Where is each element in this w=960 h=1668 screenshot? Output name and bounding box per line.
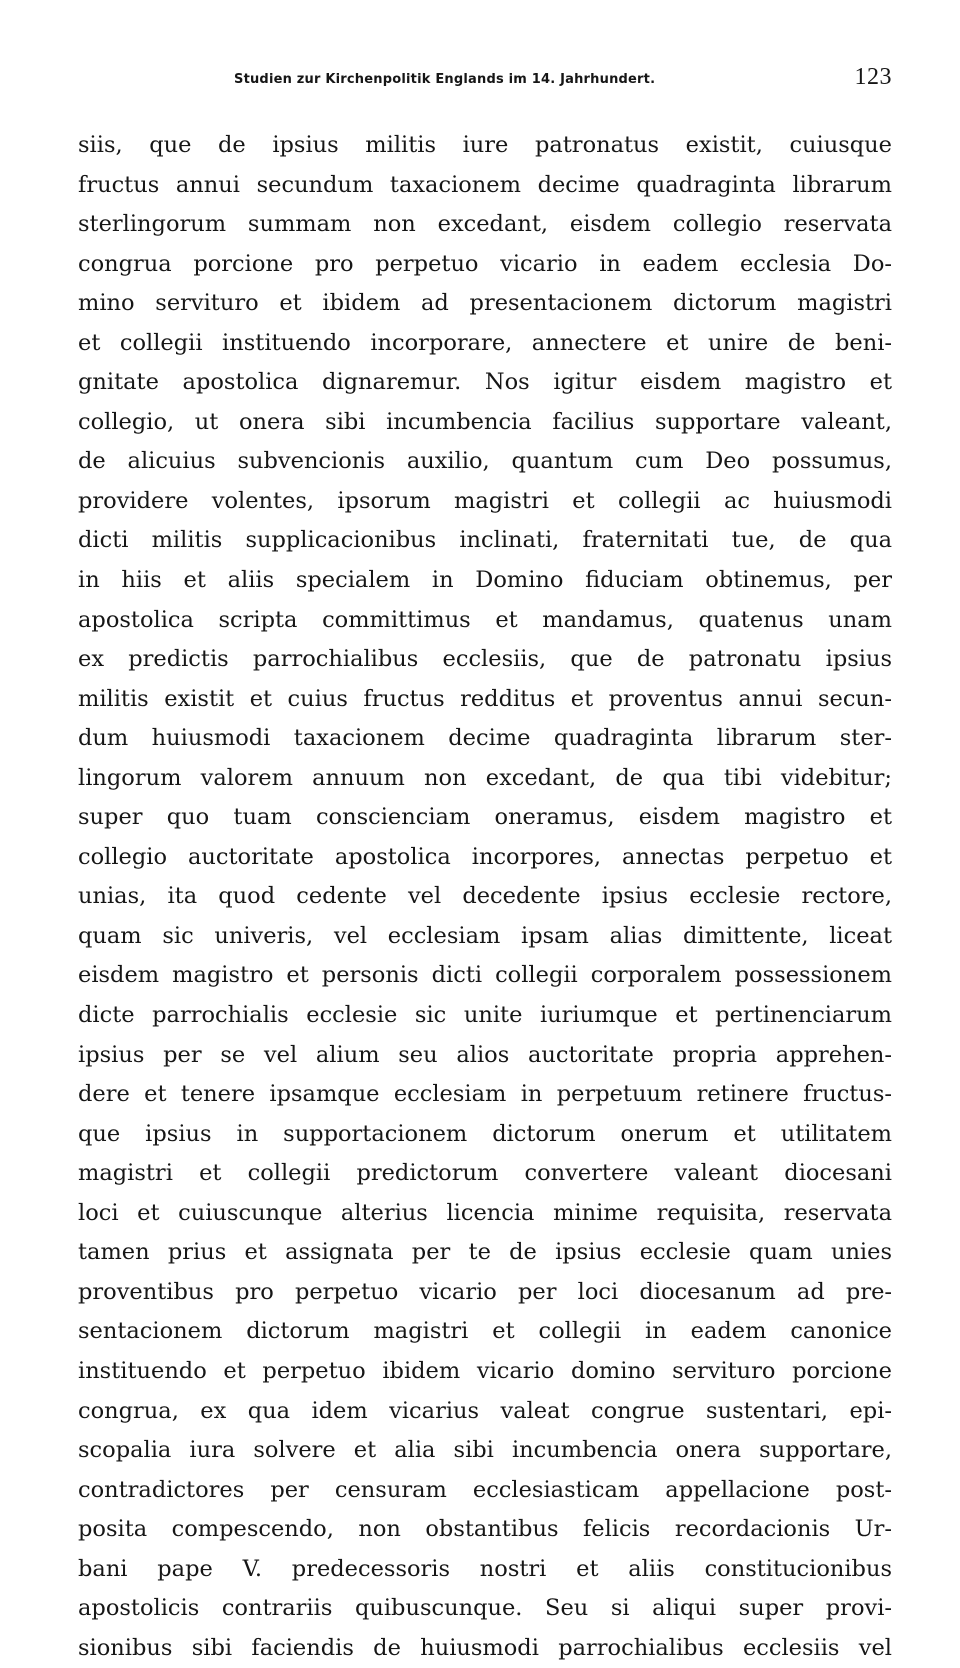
text-line: apostolicis contrariis quibuscunque. Seu si aliqui super provi-: [78, 1595, 892, 1622]
text-line: collegio, ut onera sibi incumbencia facilius supportare valeant,: [78, 408, 892, 435]
text-line: dum huiusmodi taxacionem decime quadraginta librarum ster-: [78, 725, 892, 752]
text-line: tamen prius et assignata per te de ipsius ecclesie quam unies: [78, 1239, 892, 1266]
page-number: 123: [854, 64, 892, 90]
text-line: gnitate apostolica dignaremur. Nos igitur eisdem magistro et: [78, 369, 892, 396]
text-line: sionibus sibi faciendis de huiusmodi parrochialibus ecclesiis vel: [78, 1634, 892, 1661]
text-line: lingorum valorem annuum non excedant, de qua tibi videbitur;: [78, 764, 892, 791]
text-line: loci et cuiuscunque alterius licencia minime requisita, reservata: [78, 1199, 892, 1226]
text-line: sentacionem dictorum magistri et collegii in eadem canonice: [78, 1318, 892, 1345]
running-head: [78, 64, 892, 100]
text-line: de alicuius subvencionis auxilio, quantum cum Deo possumus,: [78, 448, 892, 475]
text-line: siis, que de ipsius militis iure patronatus existit, cuiusque: [78, 132, 892, 158]
body-text: [78, 126, 892, 1668]
text-line: posita compescendo, non obstantibus felicis recordacionis Ur-: [78, 1516, 892, 1543]
text-line: bani pape V. predecessoris nostri et aliis constitucionibus: [78, 1555, 892, 1582]
text-line: congrua, ex qua idem vicarius valeat congrue sustentari, epi-: [78, 1397, 892, 1424]
text-line: ipsius per se vel alium seu alios auctoritate propria apprehen-: [78, 1041, 892, 1068]
text-line: sterlingorum summam non excedant, eisdem collegio reservata: [78, 211, 892, 238]
text-line: et collegii instituendo incorporare, annectere et unire de beni-: [78, 329, 892, 356]
text-line: apostolica scripta committimus et mandamus, quatenus unam: [78, 606, 892, 633]
text-line: dicti militis supplicacionibus inclinati, fraternitati tue, de qua: [78, 527, 892, 554]
text-line: instituendo et perpetuo ibidem vicario domino servituro porcione: [78, 1357, 892, 1384]
text-line: fructus annui secundum taxacionem decime quadraginta librarum: [78, 171, 892, 198]
text-line: militis existit et cuius fructus redditus et proventus annui secun-: [78, 685, 892, 712]
text-line: proventibus pro perpetuo vicario per loci diocesanum ad pre-: [78, 1278, 892, 1305]
text-line: que ipsius in supportacionem dictorum onerum et utilitatem: [78, 1120, 892, 1147]
text-line: congrua porcione pro perpetuo vicario in eadem ecclesia Do-: [78, 250, 892, 277]
running-title: Studien zur Kirchenpolitik Englands im 14. Jahrhundert.: [234, 72, 656, 87]
text-line: in hiis et aliis specialem in Domino fiduciam obtinemus, per: [78, 567, 892, 594]
text-line: magistri et collegii predictorum convertere valeant diocesani: [78, 1160, 892, 1187]
text-line: contradictores per censuram ecclesiasticam appellacione post-: [78, 1476, 892, 1503]
text-line: mino servituro et ibidem ad presentacionem dictorum magistri: [78, 290, 892, 317]
text-line: providere volentes, ipsorum magistri et collegii ac huiusmodi: [78, 487, 892, 514]
text-line: super quo tuam conscienciam oneramus, eisdem magistro et: [78, 804, 892, 831]
text-line: dere et tenere ipsamque ecclesiam in perpetuum retinere fructus-: [78, 1081, 892, 1108]
text-line: ex predictis parrochialibus ecclesiis, que de patronatu ipsius: [78, 646, 892, 673]
text-line: scopalia iura solvere et alia sibi incumbencia onera supportare,: [78, 1437, 892, 1464]
text-line: dicte parrochialis ecclesie sic unite iuriumque et pertinenciarum: [78, 1002, 892, 1029]
text-line: unias, ita quod cedente vel decedente ipsius ecclesie rectore,: [78, 883, 892, 910]
text-line: quam sic univeris, vel ecclesiam ipsam alias dimittente, liceat: [78, 922, 892, 949]
text-line: eisdem magistro et personis dicti collegii corporalem possessionem: [78, 962, 892, 989]
text-line: collegio auctoritate apostolica incorpores, annectas perpetuo et: [78, 843, 892, 870]
